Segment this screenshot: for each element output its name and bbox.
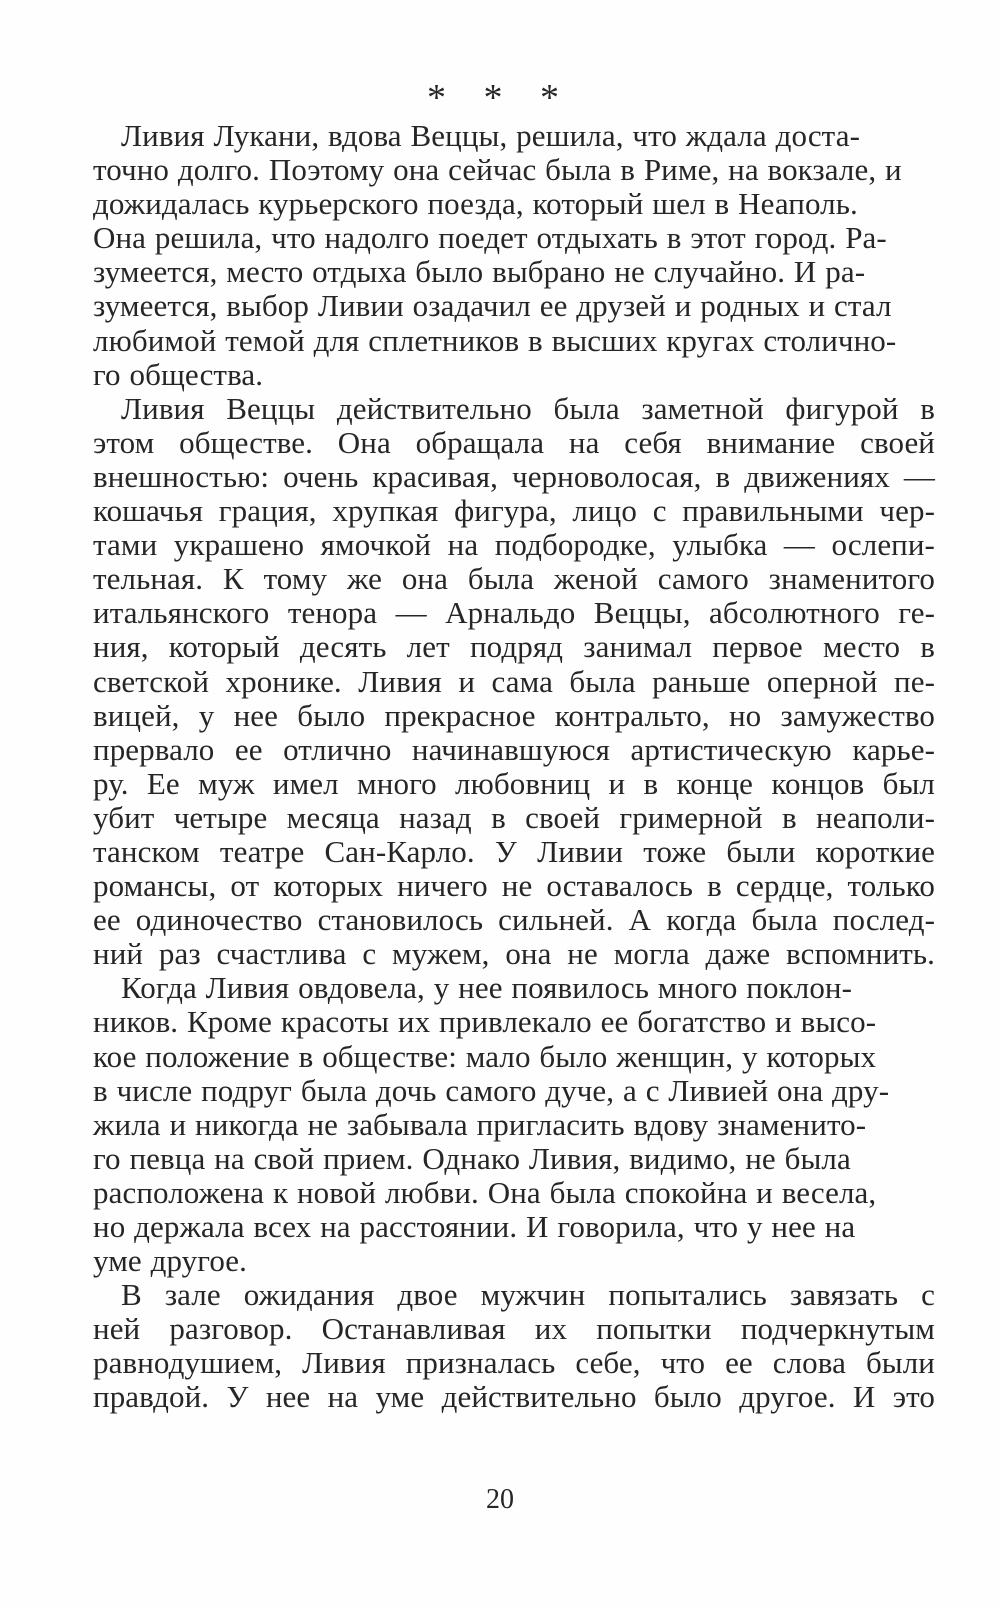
body-text	[93, 119, 935, 1415]
paragraph-2: Ливия Веццы действительно была заметной фигурой в этом обществе. Она обращала на себя внимание своей внешностью: очень красивая, черноволосая, в движениях — кошачья грация, хрупкая фигура, лицо с правильными чер- тами украшено ямочкой на подбородке, улыбка — ослепи- тельная. К тому же она была женой самого знаменитого итальянского тенора — Арнальдо Веццы, абсолютного ге- ния, который десять лет подряд занимал первое место в светской хронике. Ливия и сама была раньше оперной пе- вицей, у нее было прекрасное контральто, но замужество прервало ее отлично начинавшуюся артистическую карье- ру. Ее муж имел много любовниц и в конце концов был убит четыре месяца назад в своей гримерной в неаполи- танском театре Сан-Карло. У Ливии тоже были короткие романсы, от которых ничего не оставалось в сердце, только ее одиночество становилось сильней. А когда была послед- ний раз счастлива с мужем, она не могла даже вспомнить.	[93, 390, 935, 972]
paragraph-4: В зале ожидания двое мужчин попытались завязать с ней разговор. Останавливая их попытки подчеркнутым равнодушием, Ливия призналась себе, что ее слова были правдой. У нее на уме действительно было другое. И это	[93, 1277, 935, 1415]
paragraph-1: Ливия Лукани, вдова Веццы, решила, что ждала доста- точно долго. Поэтому она сейчас была в Риме, на вокзале, и дожидалась курьерского поезда, который шел в Неаполь. Она решила, что надолго поедет отдыхать в этот город. Ра- зумеется, место отдыха было выбрано не случайно. И ра- зумеется, выбор Ливии озадачил ее друзей и родных и стал любимой темой для сплетников в высших кругах столично- го общества.	[93, 118, 902, 392]
page-number: 20	[486, 1484, 514, 1515]
section-separator: * * *	[427, 77, 573, 119]
paragraph-3: Когда Ливия овдовела, у нее появилось много поклон- ников. Кроме красоты их привлекало ее богатство и высо- кое положение в обществе: мало было женщин, у которых в числе подруг была дочь самого дуче, а с Ливией она дру- жила и никогда не забывала пригласить вдову знаменито- го певца на свой прием. Однако Ливия, видимо, не была расположена к новой любви. Она была спокойна и весела, но держала всех на расстоянии. И говорила, что у нее на уме другое.	[93, 970, 890, 1279]
